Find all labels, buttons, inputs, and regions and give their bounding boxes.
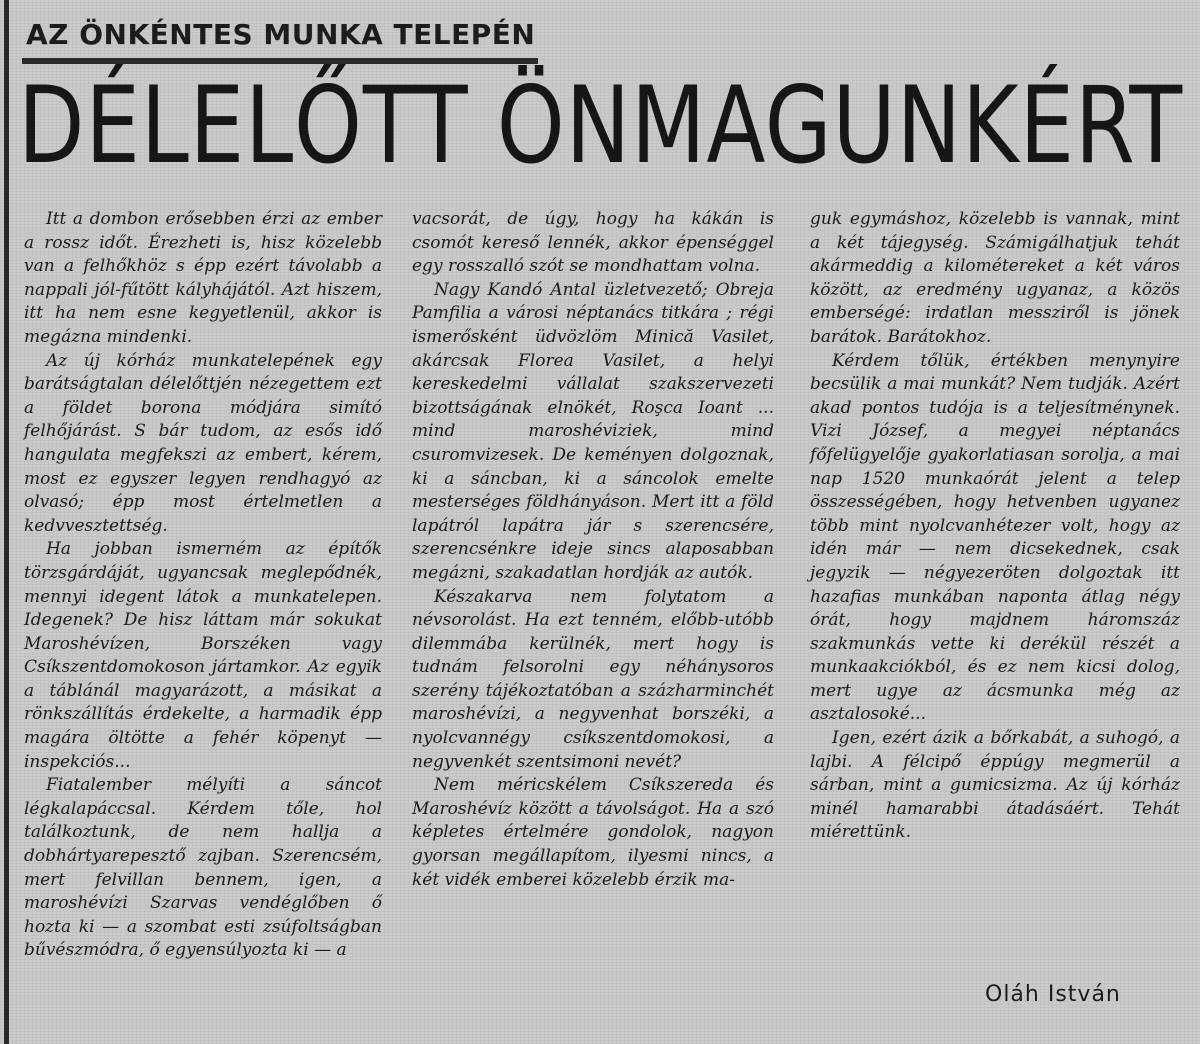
paragraph: vacsorát, de úgy, hogy ha kákán is csomót kereső lennék, akkor épenséggel egy rosszalló szót se mondhattam volna. — [412, 209, 774, 277]
paragraph: Itt a dombon erősebben érzi az ember a rossz időt. Érezheti is, hisz közelebb van a felhőkhöz s épp ezért távolabb a nappali jól-fűtött kályhájától. Azt hiszem, itt ha nem esne kegyetlenül, akkor is megázna mindenki. — [24, 209, 382, 347]
article-body — [0, 208, 1200, 1028]
paragraph: guk egymáshoz, közelebb is vannak, mint a két tájegység. Számigálhatjuk tehát akármeddig a kilométereket a két város között, az eredmény ugyanaz, a közös emberségé: irdatlan messziről is jönek barátok. Barátokhoz. — [810, 209, 1180, 347]
paragraph: Nagy Kandó Antal üzletvezető; Obreja Pamfilia a városi néptanács titkára ; régi ismerősként üdvözlöm Minică Vasilet, akárcsak Florea Vasilet, a helyi kereskedelmi vállalat szakszervezeti bizottságának elnökét, Roşca Ioant ... mind maroshéviziek, mind csuromvizesek. De keményen dolgoznak, ki a sáncban, ki a sáncolok emelte mesterséges földhányáson. Mert itt a föld lapátról lapátra jár s szerencsére, szerencsénkre ideje sincs alaposabban megázni, szakadatlan hordják az autók. — [412, 279, 774, 583]
paragraph: Fiatalember mélyíti a sáncot légkalapáccsal. Kérdem tőle, hol találkoztunk, de nem hallja a dobhártyarepesztő zajban. Szerencsém, mert felvillan bennem, igen, a maroshévízi Szarvas vendéglőben ő hozta ki — a szombat esti zsúfoltságban bűvészmódra, ő egyensúlyozta ki — a — [24, 775, 382, 961]
text-column-2 — [412, 208, 774, 892]
paragraph: Az új kórház munkatelepének egy barátságtalan délelőttjén nézegettem ezt a földet borona módjára simító felhőjárást. S bár tudom, az esős idő hangulata megfekszi az embert, kérem, most ez egyszer legyen rendhagyó az olvasó; épp most értelmetlen a kedvvesztettség. — [24, 350, 382, 536]
paragraph: Nem méricskélem Csíkszereda és Maroshévíz között a távolságot. Ha a szó képletes értelmére gondolok, nagyon gyorsan megállapítom, ilyesmi nincs, a két vidék emberei közelebb érzik ma- — [412, 775, 774, 890]
author-byline: Oláh István — [985, 982, 1121, 1007]
paragraph: Ha jobban ismerném az építők törzsgárdáját, ugyancsak meglepődnék, mennyi idegent látok a munkatelepen. Idegenek? De hisz láttam már sokukat Maroshévízen, Borszéken vagy Csíkszentdomokoson jártamkor. Az egyik a táblánál magyarázott, a másikat a rönkszállítás érdekelte, a harmadik épp magára öltötte a fehér köpenyt — inspekciós... — [24, 539, 382, 772]
kicker-title: AZ ÖNKÉNTES MUNKA TELEPÉN — [26, 18, 536, 51]
headline: DÉLELŐTT ÖNMAGUNKÉRT — [18, 64, 1184, 187]
text-column-3 — [810, 208, 1180, 845]
paragraph: Készakarva nem folytatom a névsorolást. Ha ezt tenném, előbb-utóbb dilemmába kerülnék, mert hogy is tudnám felsorolni egy néhánysoros szerény tájékoztatóban a százharminchét maroshévízi, a negyvenhat borszéki, a nyolcvannégy csíkszentdomokosi, a negyvenkét szentsimoni nevét? — [412, 586, 774, 772]
paragraph: Kérdem tőlük, értékben menynyire becsülik a mai munkát? Nem tudják. Azért akad pontos tudója is a teljesítménynek. Vizi József, a megyei néptanács főfelügyelője gyakorlatiasan sorolja, a mai nap 1520 munkaórát jelent a telep összességében, hogy hetvenben ugyanez több mint nyolcvanhétezer volt, hogy az idén már — nem dicsekednek, csak jegyzik — négyezeröten dolgoztak itt hazafias munkában naponta átlag négy órát, hogy majdnem háromszáz szakmunkás vette ki derékül részét a munkaakciókból, és ez nem kicsi dolog, mert ugye az ácsmunka még az asztalosoké... — [810, 350, 1180, 725]
paragraph: Igen, ezért ázik a bőrkabát, a suhogó, a lajbi. A félcipő éppúgy megmerül a sárban, mint a gumicsizma. Az új kórház minél hamarabbi átadásáért. Tehát miérettünk. — [810, 728, 1180, 843]
text-column-1 — [24, 208, 382, 963]
